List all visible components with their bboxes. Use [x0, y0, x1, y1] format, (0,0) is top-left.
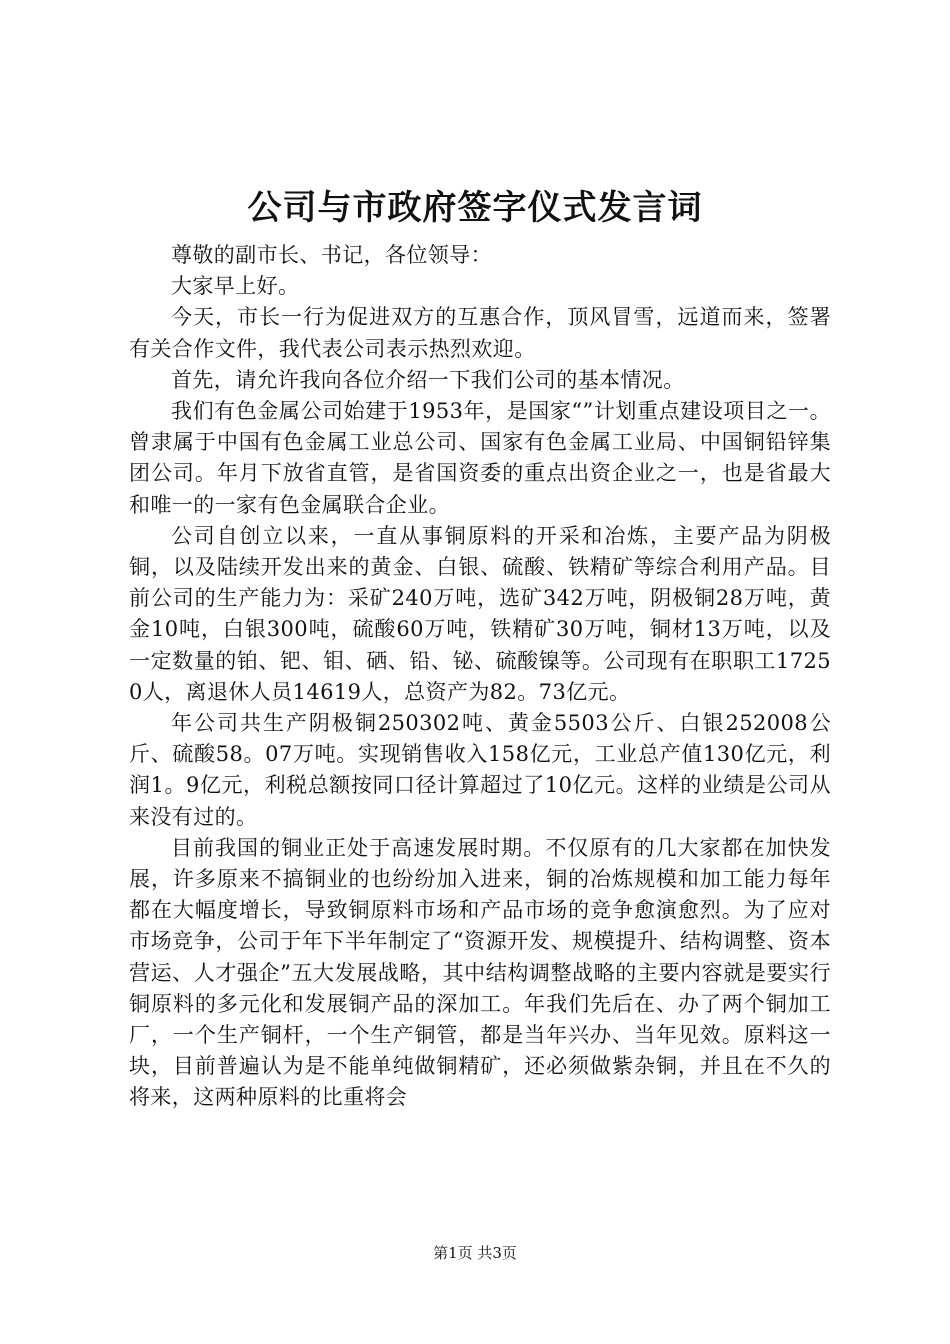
strategy-paragraph: 目前我国的铜业正处于高速发展时期。不仅原有的几大家都在加快发展，许多原来不搞铜业的也纷纷加入进来，铜的冶炼规模和加工能力每年都在大幅度增长，导致铜原料市场和产品市场的竞争愈演愈烈。为了应对市场竞争，公司于年下半年制定了“资源开发、规模提升、结构调整、资本营运、人才强企”五大发展战略，其中结构调整战略的主要内容就是要实行铜原料的多元化和发展铜产品的深加工。年我们先后在、办了两个铜加工厂，一个生产铜杆，一个生产铜管，都是当年兴办、当年见效。原料这一块，目前普遍认为是不能单纯做铜精矿，还必须做紫杂铜，并且在不久的将来，这两种原料的比重将会	[129, 835, 831, 1110]
capacity-paragraph: 公司自创立以来，一直从事铜原料的开采和冶炼，主要产品为阴极铜，以及陆续开发出来的黄金、白银、硫酸、铁精矿等综合利用产品。目前公司的生产能力为：采矿240万吨，选矿342万吨，阴极铜28万吨，黄金10吨，白银300吨，硫酸60万吨，铁精矿30万吨，铜材13万吨，以及一定数量的铂、钯、钼、硒、铅、铋、硫酸镍等。公司现有在职职工17250人，离退休人员14619人，总资产为82。73亿元。	[129, 523, 831, 704]
document-body	[129, 240, 831, 1114]
history-paragraph: 我们有色金属公司始建于1953年，是国家“”计划重点建设项目之一。曾隶属于中国有色金属工业总公司、国家有色金属工业局、中国铜铅锌集团公司。年月下放省直管，是省国资委的重点出资企业之一，也是省最大和唯一的一家有色金属联合企业。	[129, 399, 831, 517]
page-indicator: 第1页 共3页	[433, 1244, 517, 1262]
salutation-paragraph: 尊敬的副市长、书记，各位领导：	[171, 243, 492, 267]
performance-paragraph: 年公司共生产阴极铜250302吨、黄金5503公斤、白银252008公斤、硫酸58。07万吨。实现销售收入158亿元，工业总产值130亿元，利润1。9亿元，利税总额按同口径计算超过了10亿元。这样的业绩是公司从来没有过的。	[129, 711, 831, 829]
intro-paragraph: 首先，请允许我向各位介绍一下我们公司的基本情况。	[171, 367, 685, 392]
greeting-paragraph: 大家早上好。	[171, 274, 300, 299]
document-title: 公司与市政府签字仪式发言词	[247, 188, 703, 228]
welcome-paragraph: 今天，市长一行为促进双方的互惠合作，顶风冒雪，远道而来，签署有关合作文件，我代表公司表示热烈欢迎。	[129, 305, 831, 361]
